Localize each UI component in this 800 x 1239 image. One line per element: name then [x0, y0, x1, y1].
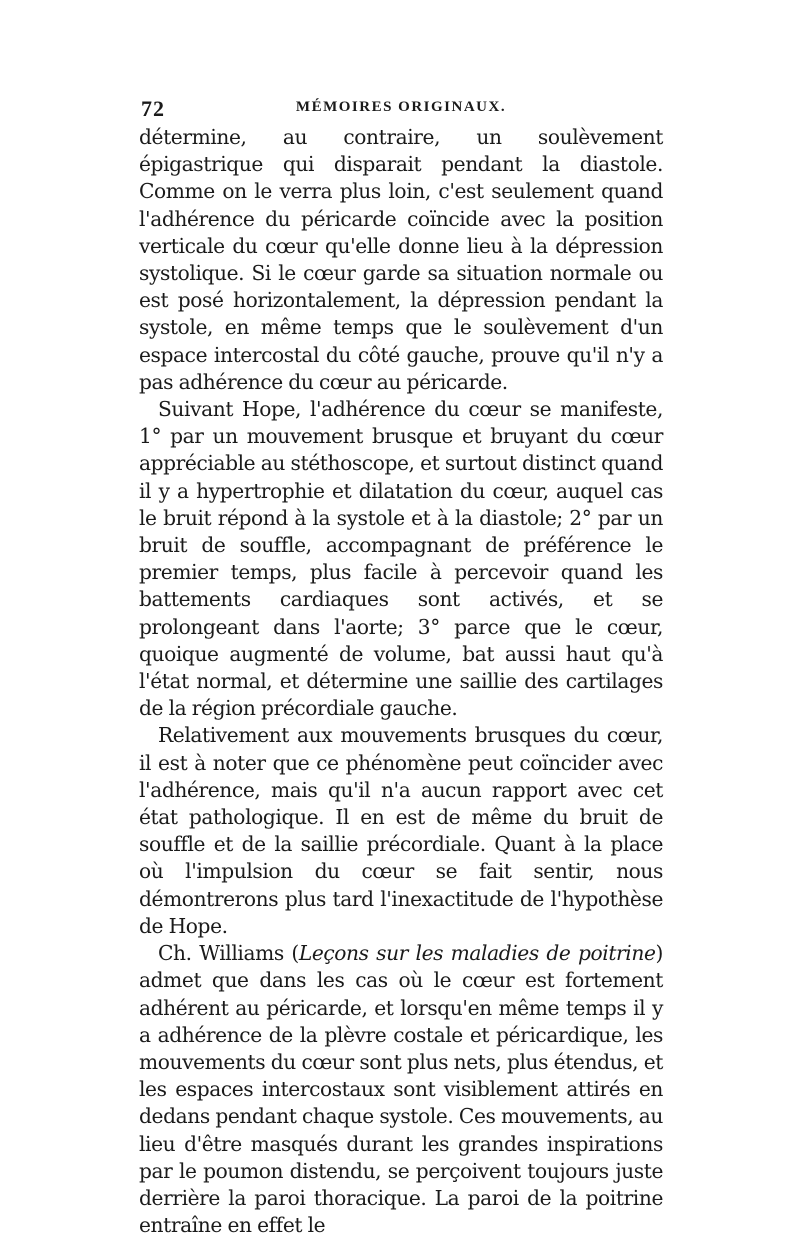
paragraph-4-lead: Ch. Williams (	[158, 941, 299, 966]
page-number: 72	[141, 96, 165, 121]
paragraph-4-rest: ) admet que dans les cas où le cœur est fortement adhérent au péricarde, et lorsqu'en même temps il y a adhérence de la plèvre costale et péricardique, les mouvements du cœur sont plus nets, plus étendus, et les espaces intercostaux sont visiblement attirés en dedans pendant chaque systole. Ces mouvements, au lieu d'être masqués durant les grandes inspirations par le poumon distendu, se perçoivent toujours juste derrière la paroi thoracique. La paroi de la poitrine entraîne en effet le	[139, 941, 663, 1238]
page-header	[139, 96, 663, 120]
running-title: MÉMOIRES ORIGINAUX.	[295, 99, 507, 115]
paragraph-2: Suivant Hope, l'adhérence du cœur se manifeste, 1° par un mouvement brusque et bruyant du cœur appréciable au stéthoscope, et surtout distinct quand il y a hypertrophie et dilatation du cœur, auquel cas le bruit répond à la systole et à la diastole; 2° par un bruit de souffle, accompagnant de préférence le premier temps, plus facile à percevoir quand les battements cardiaques sont activés, et se prolongeant dans l'aorte; 3° parce que le cœur, quoique augmenté de volume, bat aussi haut qu'à l'état normal, et détermine une saillie des cartilages de la région précordiale gauche.	[139, 397, 663, 721]
body-text	[139, 124, 663, 1239]
book-page	[139, 96, 663, 1239]
cited-work-title: Leçons sur les maladies de poitrine	[298, 941, 656, 966]
paragraph-4	[139, 940, 663, 1239]
paragraph-3: Relativement aux mouvements brusques du cœur, il est à noter que ce phénomène peut coïncider avec l'adhérence, mais qu'il n'a aucun rapport avec cet état pathologique. Il en est de même du bruit de souffle et de la saillie précordiale. Quant à la place où l'impulsion du cœur se fait sentir, nous démontrerons plus tard l'inexactitude de l'hypothèse de Hope.	[139, 723, 663, 938]
paragraph-1: détermine, au contraire, un soulèvement épigastrique qui disparait pendant la diastole. Comme on le verra plus loin, c'est seulement quand l'adhérence du péricarde coïncide avec la position verticale du cœur qu'elle donne lieu à la dépression systolique. Si le cœur garde sa situation normale ou est posé horizontalement, la dépression pendant la systole, en même temps que le soulèvement d'un espace intercostal du côté gauche, prouve qu'il n'y a pas adhérence du cœur au péricarde.	[139, 125, 663, 394]
